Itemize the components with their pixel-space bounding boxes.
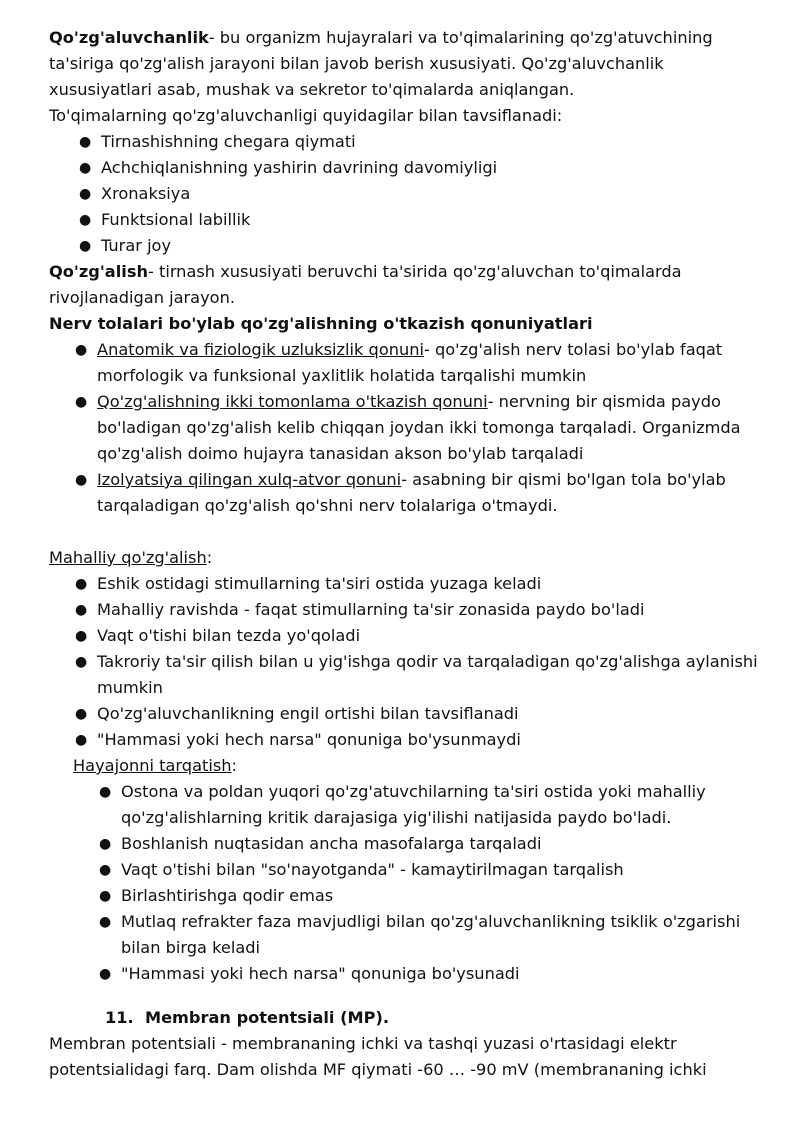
list-item-text: "Hammasi yoki hech narsa" qonuniga bo'ysunadi <box>121 964 520 983</box>
laws-list <box>49 337 769 519</box>
bullet-icon: ● <box>99 966 112 982</box>
list-item <box>99 857 769 883</box>
bullet-icon: ● <box>99 888 112 904</box>
membrane-paragraph: Membran potentsiali - membrananing ichki va tashqi yuzasi o'rtasidagi elektr potentsialidagi farq. Dam olishda MF qiymati -60 … -90 mV (membrananing ichki <box>49 1034 707 1079</box>
local-heading-colon: : <box>206 548 213 567</box>
spreading-list <box>49 779 769 987</box>
bullet-icon: ● <box>99 862 112 878</box>
list-item-text: Boshlanish nuqtasidan ancha masofalarga tarqaladi <box>121 834 542 853</box>
list-item <box>75 649 769 701</box>
laws-heading-text: Nerv tolalari bo'ylab qo'zg'alishning o'tkazish qonuniyatlari <box>49 314 593 333</box>
list-item <box>75 701 769 727</box>
list-item-text: Funktsional labillik <box>101 210 251 229</box>
excitation-definition <box>49 259 769 311</box>
list-item <box>99 961 769 987</box>
list-item <box>75 337 769 389</box>
list-item-text: Tirnashishning chegara qiymati <box>101 132 356 151</box>
list-item-text: Birlashtirishga qodir emas <box>121 886 334 905</box>
list-item <box>79 233 769 259</box>
list-item <box>99 779 769 831</box>
excitability-list-intro: To'qimalarning qo'zg'aluvchanligi quyidagilar bilan tavsiflanadi: <box>49 106 563 125</box>
list-item-text: Qo'zg'aluvchanlikning engil ortishi bilan tavsiflanadi <box>97 704 519 723</box>
list-item-text: Mutlaq refrakter faza mavjudligi bilan qo'zg'aluvchanlikning tsiklik o'zgarishi bilan birga keladi <box>121 912 741 957</box>
bullet-icon: ● <box>75 628 88 644</box>
list-item <box>75 389 769 467</box>
bullet-icon: ● <box>75 706 88 722</box>
local-heading <box>49 545 769 571</box>
excitability-definition-text: - bu organizm hujayralari va to'qimalarining qo'zg'atuvchining ta'siriga qo'zg'alish jarayoni bilan javob berish xususiyati. Qo'zg'aluvchanlik xususiyatlari asab, mushak va sekretor to'qimalarda aniqlangan. <box>49 28 713 99</box>
list-item <box>99 883 769 909</box>
document-body <box>49 25 769 1083</box>
law-text: - qo'zg'alish nerv tolasi bo'ylab faqat morfologik va funksional yaxlitlik holatida tarqalishi mumkin <box>97 340 723 385</box>
list-item <box>99 831 769 857</box>
bullet-icon: ● <box>75 602 88 618</box>
section-heading <box>49 1005 769 1031</box>
section-title: Membran potentsiali (MP). <box>144 1008 390 1027</box>
bullet-icon: ● <box>79 238 92 254</box>
excitability-term: Qo'zg'aluvchanlik <box>49 28 209 47</box>
list-item-text: Vaqt o'tishi bilan tezda yo'qoladi <box>97 626 361 645</box>
list-item <box>75 571 769 597</box>
list-item-text: Eshik ostidagi stimullarning ta'siri ostida yuzaga keladi <box>97 574 542 593</box>
list-item-text: Turar joy <box>101 236 172 255</box>
list-item <box>75 623 769 649</box>
list-item <box>79 207 769 233</box>
list-item-text: Achchiqlanishning yashirin davrining davomiyligi <box>101 158 498 177</box>
local-list <box>49 571 769 753</box>
excitation-term: Qo'zg'alish <box>49 262 148 281</box>
bullet-icon: ● <box>75 394 88 410</box>
spreading-heading <box>49 753 769 779</box>
law-title: Izolyatsiya qilingan xulq-atvor qonuni <box>97 470 402 489</box>
list-item <box>99 909 769 961</box>
bullet-icon: ● <box>79 160 92 176</box>
list-item-text: Ostona va poldan yuqori qo'zg'atuvchilarning ta'siri ostida yoki mahalliy qo'zg'alishlarning kritik darajasiga yig'ilishi natijasida paydo bo'ladi. <box>121 782 706 827</box>
excitability-list <box>49 129 769 259</box>
list-item <box>75 727 769 753</box>
bullet-icon: ● <box>75 576 88 592</box>
section-number: 11. <box>105 1008 134 1027</box>
bullet-icon: ● <box>99 914 112 930</box>
spreading-heading-colon: : <box>231 756 237 775</box>
list-item <box>79 181 769 207</box>
list-item-text: Takroriy ta'sir qilish bilan u yig'ishga qodir va tarqaladigan qo'zg'alishga aylanishi mumkin <box>97 652 758 697</box>
bullet-icon: ● <box>79 212 92 228</box>
list-item-text: Mahalliy ravishda - faqat stimullarning ta'sir zonasida paydo bo'ladi <box>97 600 645 619</box>
bullet-icon: ● <box>79 134 92 150</box>
law-text: - nervning bir qismida paydo bo'ladigan qo'zg'alish kelib chiqqan joydan ikki tomonga tarqaladi. Organizmda qo'zg'alish doimo hujayra tanasidan akson bo'ylab tarqaladi <box>97 392 741 463</box>
bullet-icon: ● <box>75 654 88 670</box>
excitability-definition <box>49 25 769 103</box>
bullet-icon: ● <box>75 342 88 358</box>
spreading-heading-text: Hayajonni tarqatish <box>73 756 232 775</box>
spacer <box>49 519 769 545</box>
law-title: Qo'zg'alishning ikki tomonlama o'tkazish qonuni <box>97 392 488 411</box>
bullet-icon: ● <box>75 472 88 488</box>
list-item <box>79 129 769 155</box>
excitation-definition-text: - tirnash xususiyati beruvchi ta'sirida qo'zg'aluvchan to'qimalarda rivojlanadigan jarayon. <box>49 262 682 307</box>
laws-heading <box>49 311 769 337</box>
list-item-text: Xronaksiya <box>101 184 191 203</box>
bullet-icon: ● <box>75 732 88 748</box>
list-item <box>75 597 769 623</box>
bullet-icon: ● <box>99 836 112 852</box>
bullet-icon: ● <box>79 186 92 202</box>
law-text: - asabning bir qismi bo'lgan tola bo'ylab tarqaladigan qo'zg'alish qo'shni nerv tolalariga o'tmaydi. <box>97 470 726 515</box>
list-item-text: Vaqt o'tishi bilan "so'nayotganda" - kamaytirilmagan tarqalish <box>121 860 624 879</box>
spacer <box>49 987 769 1005</box>
list-item <box>75 467 769 519</box>
law-title: Anatomik va fiziologik uzluksizlik qonuni <box>97 340 425 359</box>
list-item <box>79 155 769 181</box>
bullet-icon: ● <box>99 784 112 800</box>
local-heading-text: Mahalliy qo'zg'alish <box>49 548 207 567</box>
list-item-text: "Hammasi yoki hech narsa" qonuniga bo'ysunmaydi <box>97 730 521 749</box>
